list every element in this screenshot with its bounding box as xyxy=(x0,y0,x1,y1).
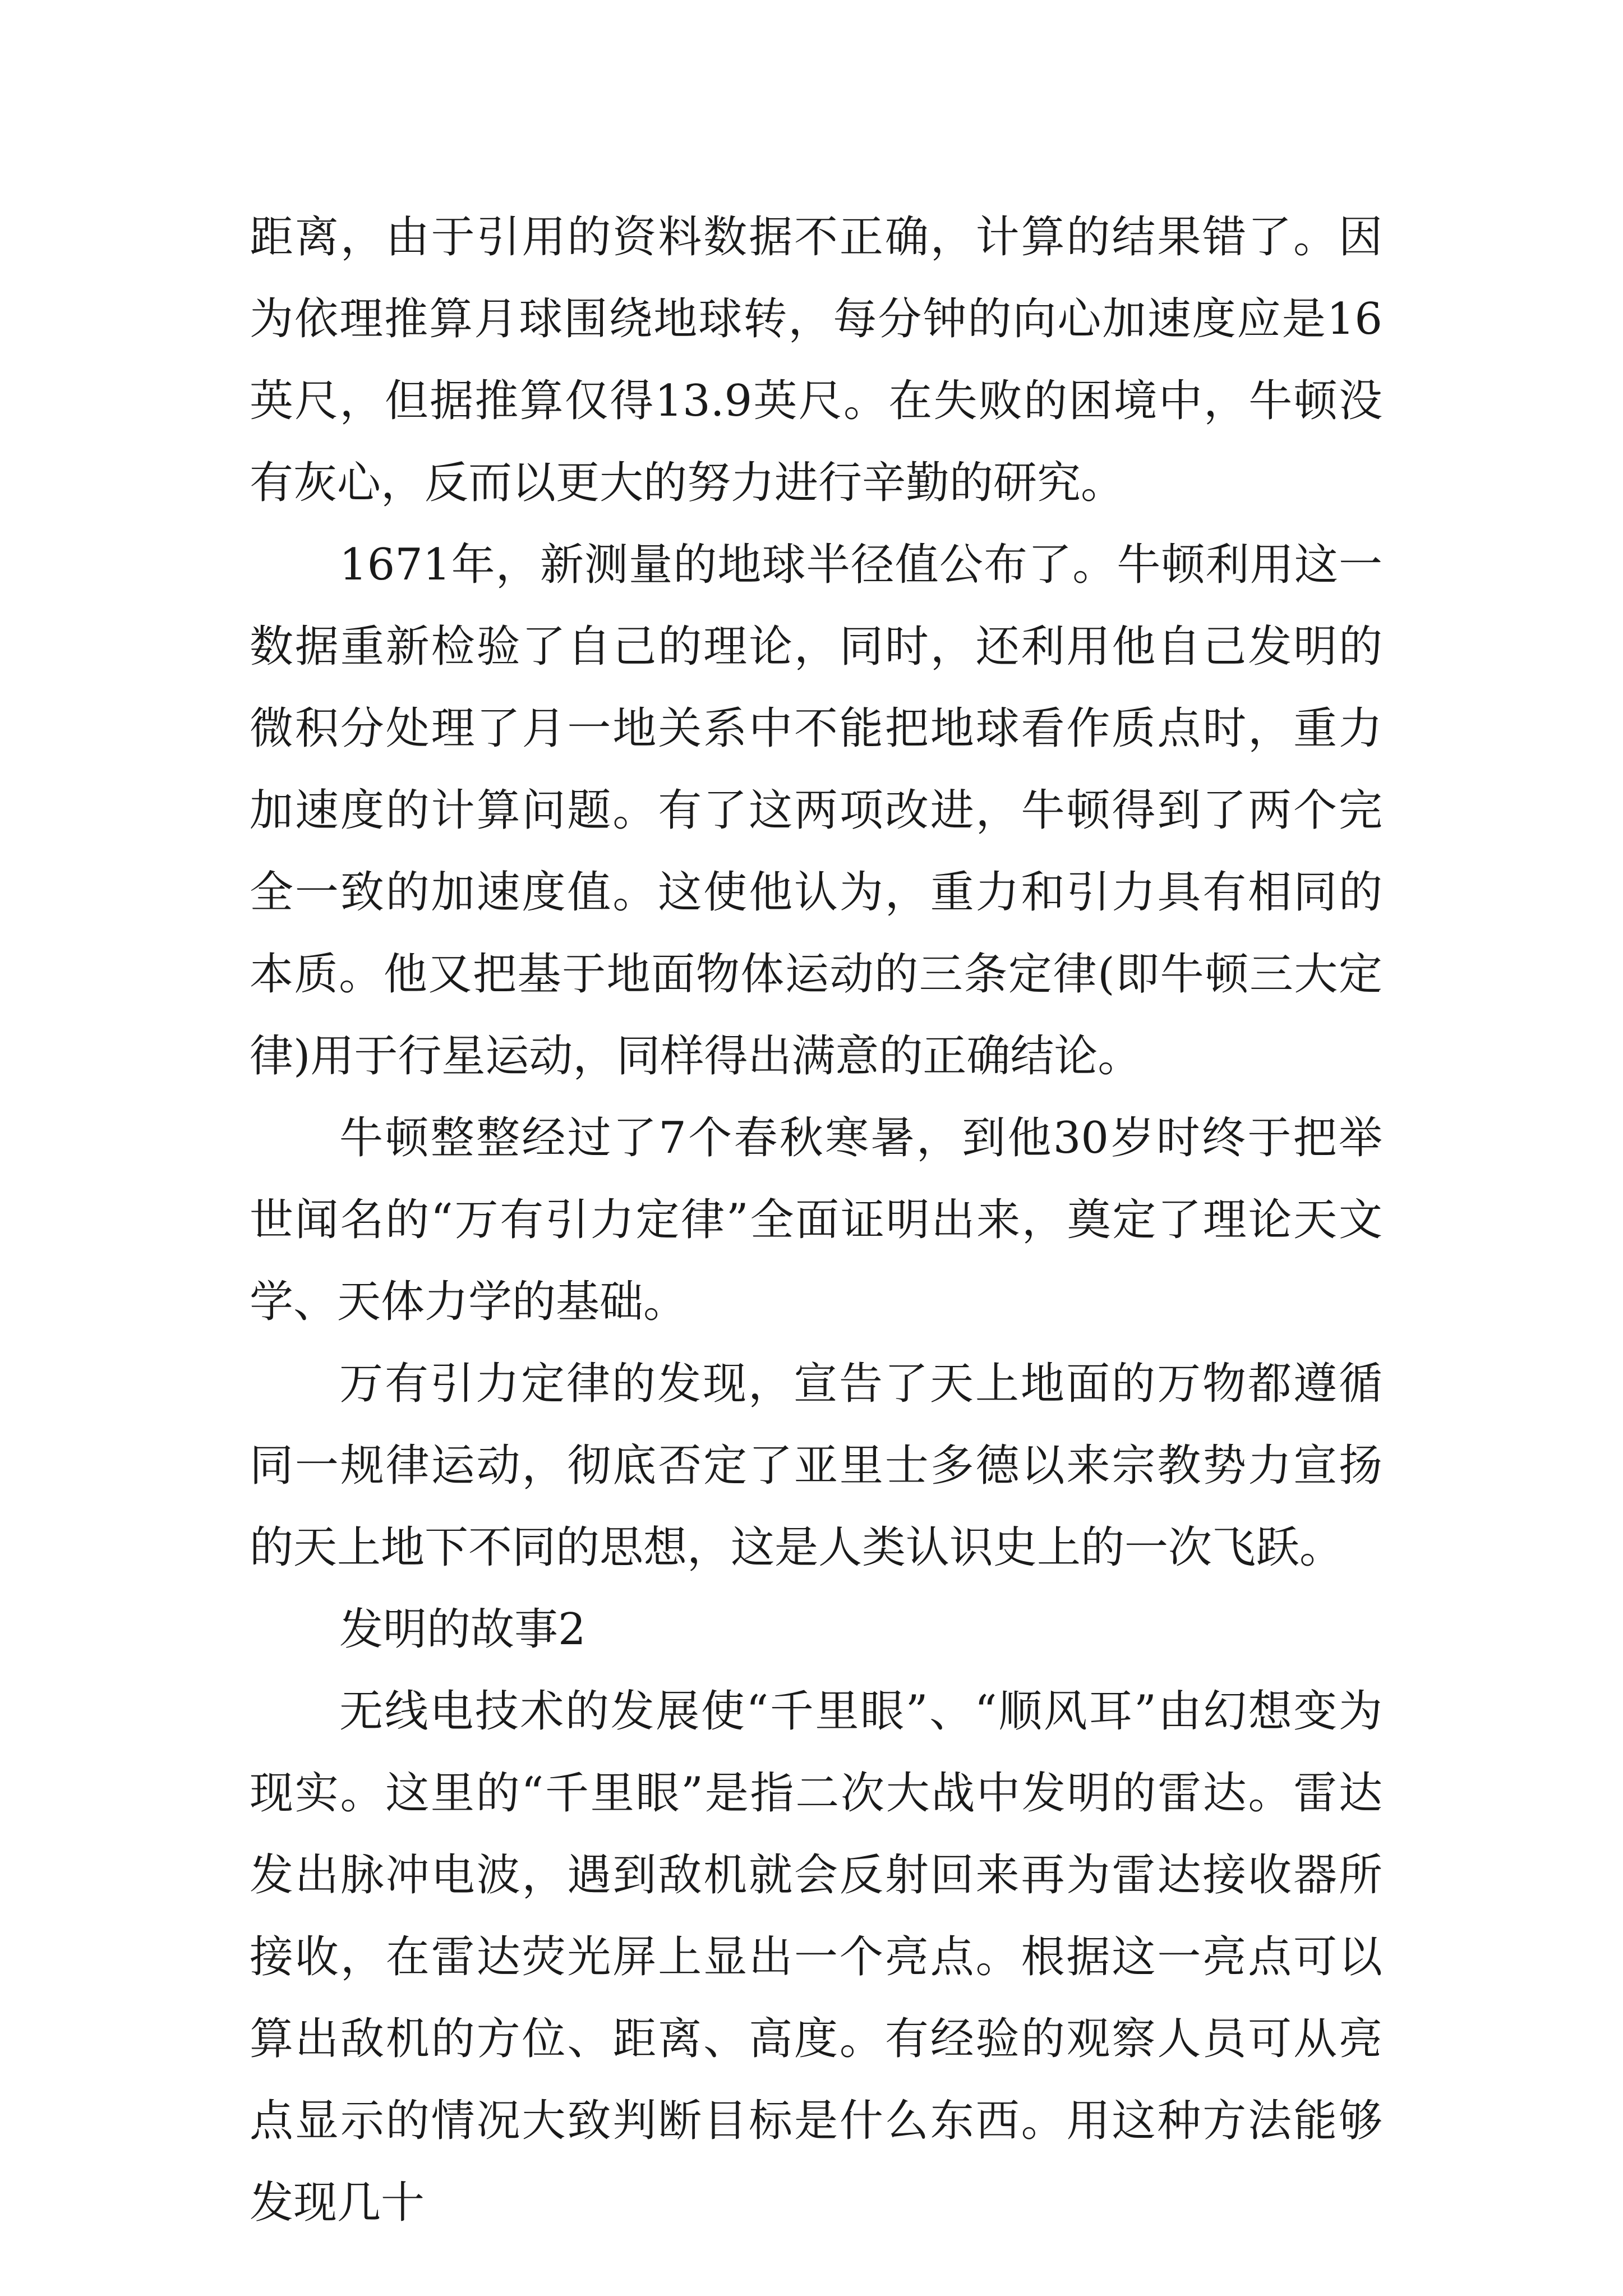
document-body xyxy=(250,196,1382,2244)
paragraph-5: 无线电技术的发展使“千里眼”、“顺风耳”由幻想变为现实。这里的“千里眼”是指二次大战中发明的雷达。雷达发出脉冲电波，遇到敌机就会反射回来再为雷达接收器所接收，在雷达荧光屏上显出一个亮点。根据这一亮点可以算出敌机的方位、距离、高度。有经验的观察人员可从亮点显示的情况大致判断目标是什么东西。用这种方法能够发现几十 xyxy=(250,1686,1382,2228)
paragraph-2: 1671年，新测量的地球半径值公布了。牛顿利用这一数据重新检验了自己的理论，同时，还利用他自己发明的微积分处理了月一地关系中不能把地球看作质点时，重力加速度的计算问题。有了这两项改进，牛顿得到了两个完全一致的加速度值。这使他认为，重力和引力具有相同的本质。他又把基于地面物体运动的三条定律(即牛顿三大定律)用于行星运动，同样得出满意的正确结论。 xyxy=(250,540,1382,1082)
paragraph-3: 牛顿整整经过了7个春秋寒暑，到他30岁时终于把举世闻名的“万有引力定律”全面证明出来，奠定了理论天文学、天体力学的基础。 xyxy=(250,1113,1382,1327)
paragraph-4: 万有引力定律的发现，宣告了天上地面的万物都遵循同一规律运动，彻底否定了亚里士多德以来宗教势力宣扬的天上地下不同的思想，这是人类认识史上的一次飞跃。 xyxy=(250,1359,1382,1573)
paragraph-1: 距离，由于引用的资料数据不正确，计算的结果错了。因为依理推算月球围绕地球转，每分钟的向心加速度应是16英尺，但据推算仅得13.9英尺。在失败的困境中，牛顿没有灰心，反而以更大的努力进行辛勤的研究。 xyxy=(250,212,1382,508)
section-heading: 发明的故事2 xyxy=(339,1604,586,1655)
